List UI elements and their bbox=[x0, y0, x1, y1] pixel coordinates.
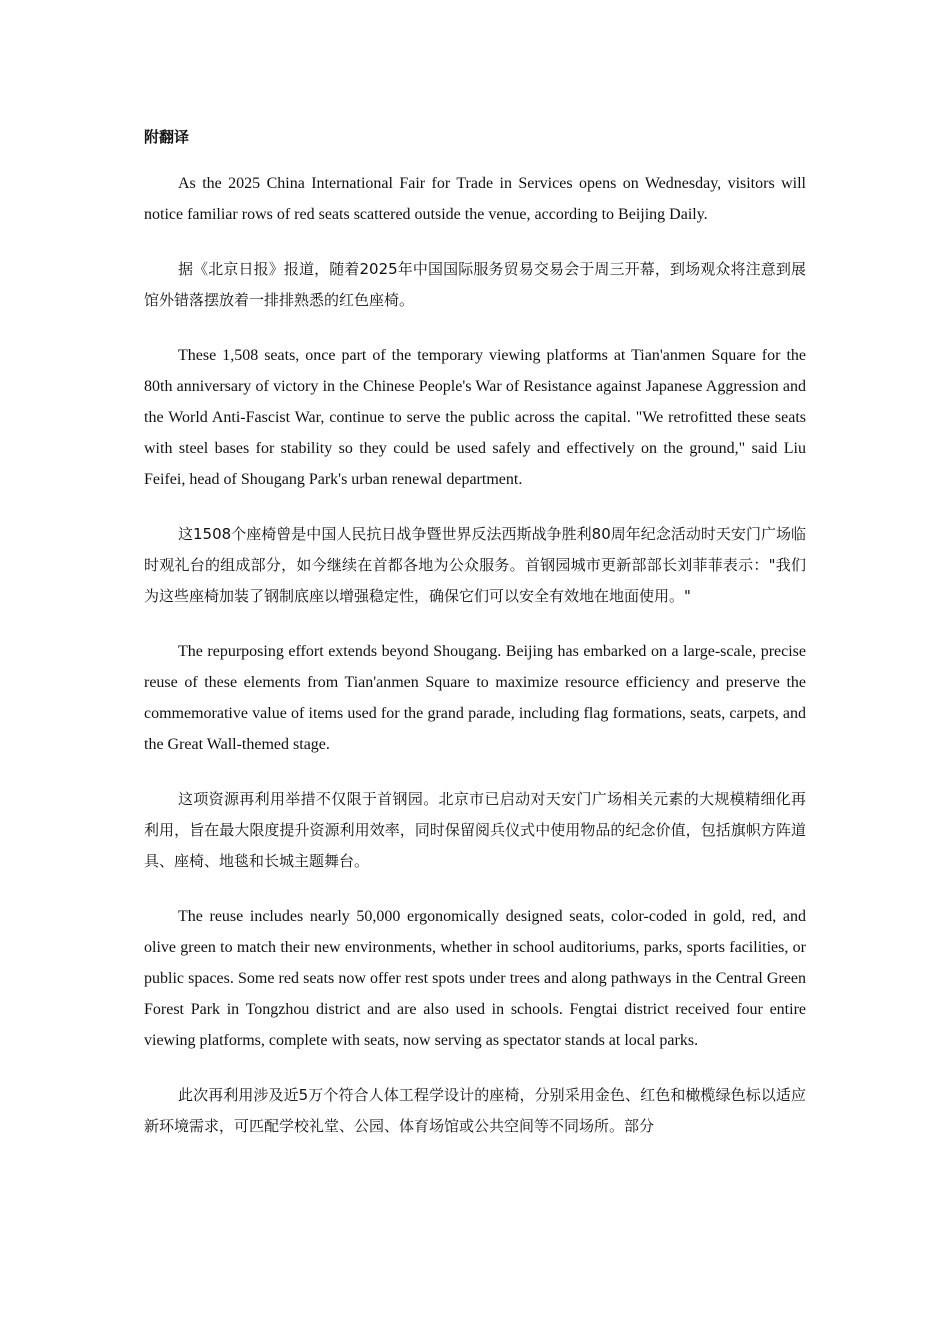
paragraph-zh-2: 这1508个座椅曾是中国人民抗日战争暨世界反法西斯战争胜利80周年纪念活动时天安门广场临时观礼台的组成部分，如今继续在首都各地为公众服务。首钢园城市更新部部长刘菲菲表示："我们为这些座椅加装了钢制底座以增强稳定性，确保它们可以安全有效地在地面使用。" bbox=[144, 525, 806, 605]
paragraph-en-3: The repurposing effort extends beyond Shougang. Beijing has embarked on a large-scale, precise reuse of these elements from Tian'anmen Square to maximize resource efficiency and preserve the commemorative value of items used for the grand parade, including flag formations, seats, carpets, and the Great Wall-themed stage. bbox=[144, 643, 806, 753]
paragraph-zh-4: 此次再利用涉及近5万个符合人体工程学设计的座椅，分别采用金色、红色和橄榄绿色标以适应新环境需求，可匹配学校礼堂、公园、体育场馆或公共空间等不同场所。部分 bbox=[144, 1086, 806, 1135]
paragraph-en-1: As the 2025 China International Fair for Trade in Services opens on Wednesday, visitors will notice familiar rows of red seats scattered outside the venue, according to Beijing Daily. bbox=[144, 175, 806, 223]
paragraph-en-4: The reuse includes nearly 50,000 ergonomically designed seats, color-coded in gold, red, and olive green to match their new environments, whether in school auditoriums, parks, sports facilities, or public spaces. Some red seats now offer rest spots under trees and along pathways in the Central Green Forest Park in Tongzhou district and are also used in schools. Fengtai district received four entire viewing platforms, complete with seats, now serving as spectator stands at local parks. bbox=[144, 908, 806, 1049]
translation-heading: 附翻译 bbox=[144, 128, 190, 146]
paragraph-zh-3: 这项资源再利用举措不仅限于首钢园。北京市已启动对天安门广场相关元素的大规模精细化再利用，旨在最大限度提升资源利用效率，同时保留阅兵仪式中使用物品的纪念价值，包括旗帜方阵道具、座椅、地毯和长城主题舞台。 bbox=[144, 790, 806, 870]
document-page bbox=[144, 126, 806, 1166]
paragraph-en-2: These 1,508 seats, once part of the temporary viewing platforms at Tian'anmen Square for the 80th anniversary of victory in the Chinese People's War of Resistance against Japanese Aggression and the World Anti-Fascist War, continue to serve the public across the capital. "We retrofitted these seats with steel bases for stability so they could be used safely and effectively on the ground," said Liu Feifei, head of Shougang Park's urban renewal department. bbox=[144, 347, 806, 488]
paragraph-zh-1: 据《北京日报》报道，随着2025年中国国际服务贸易交易会于周三开幕，到场观众将注意到展馆外错落摆放着一排排熟悉的红色座椅。 bbox=[144, 260, 806, 309]
